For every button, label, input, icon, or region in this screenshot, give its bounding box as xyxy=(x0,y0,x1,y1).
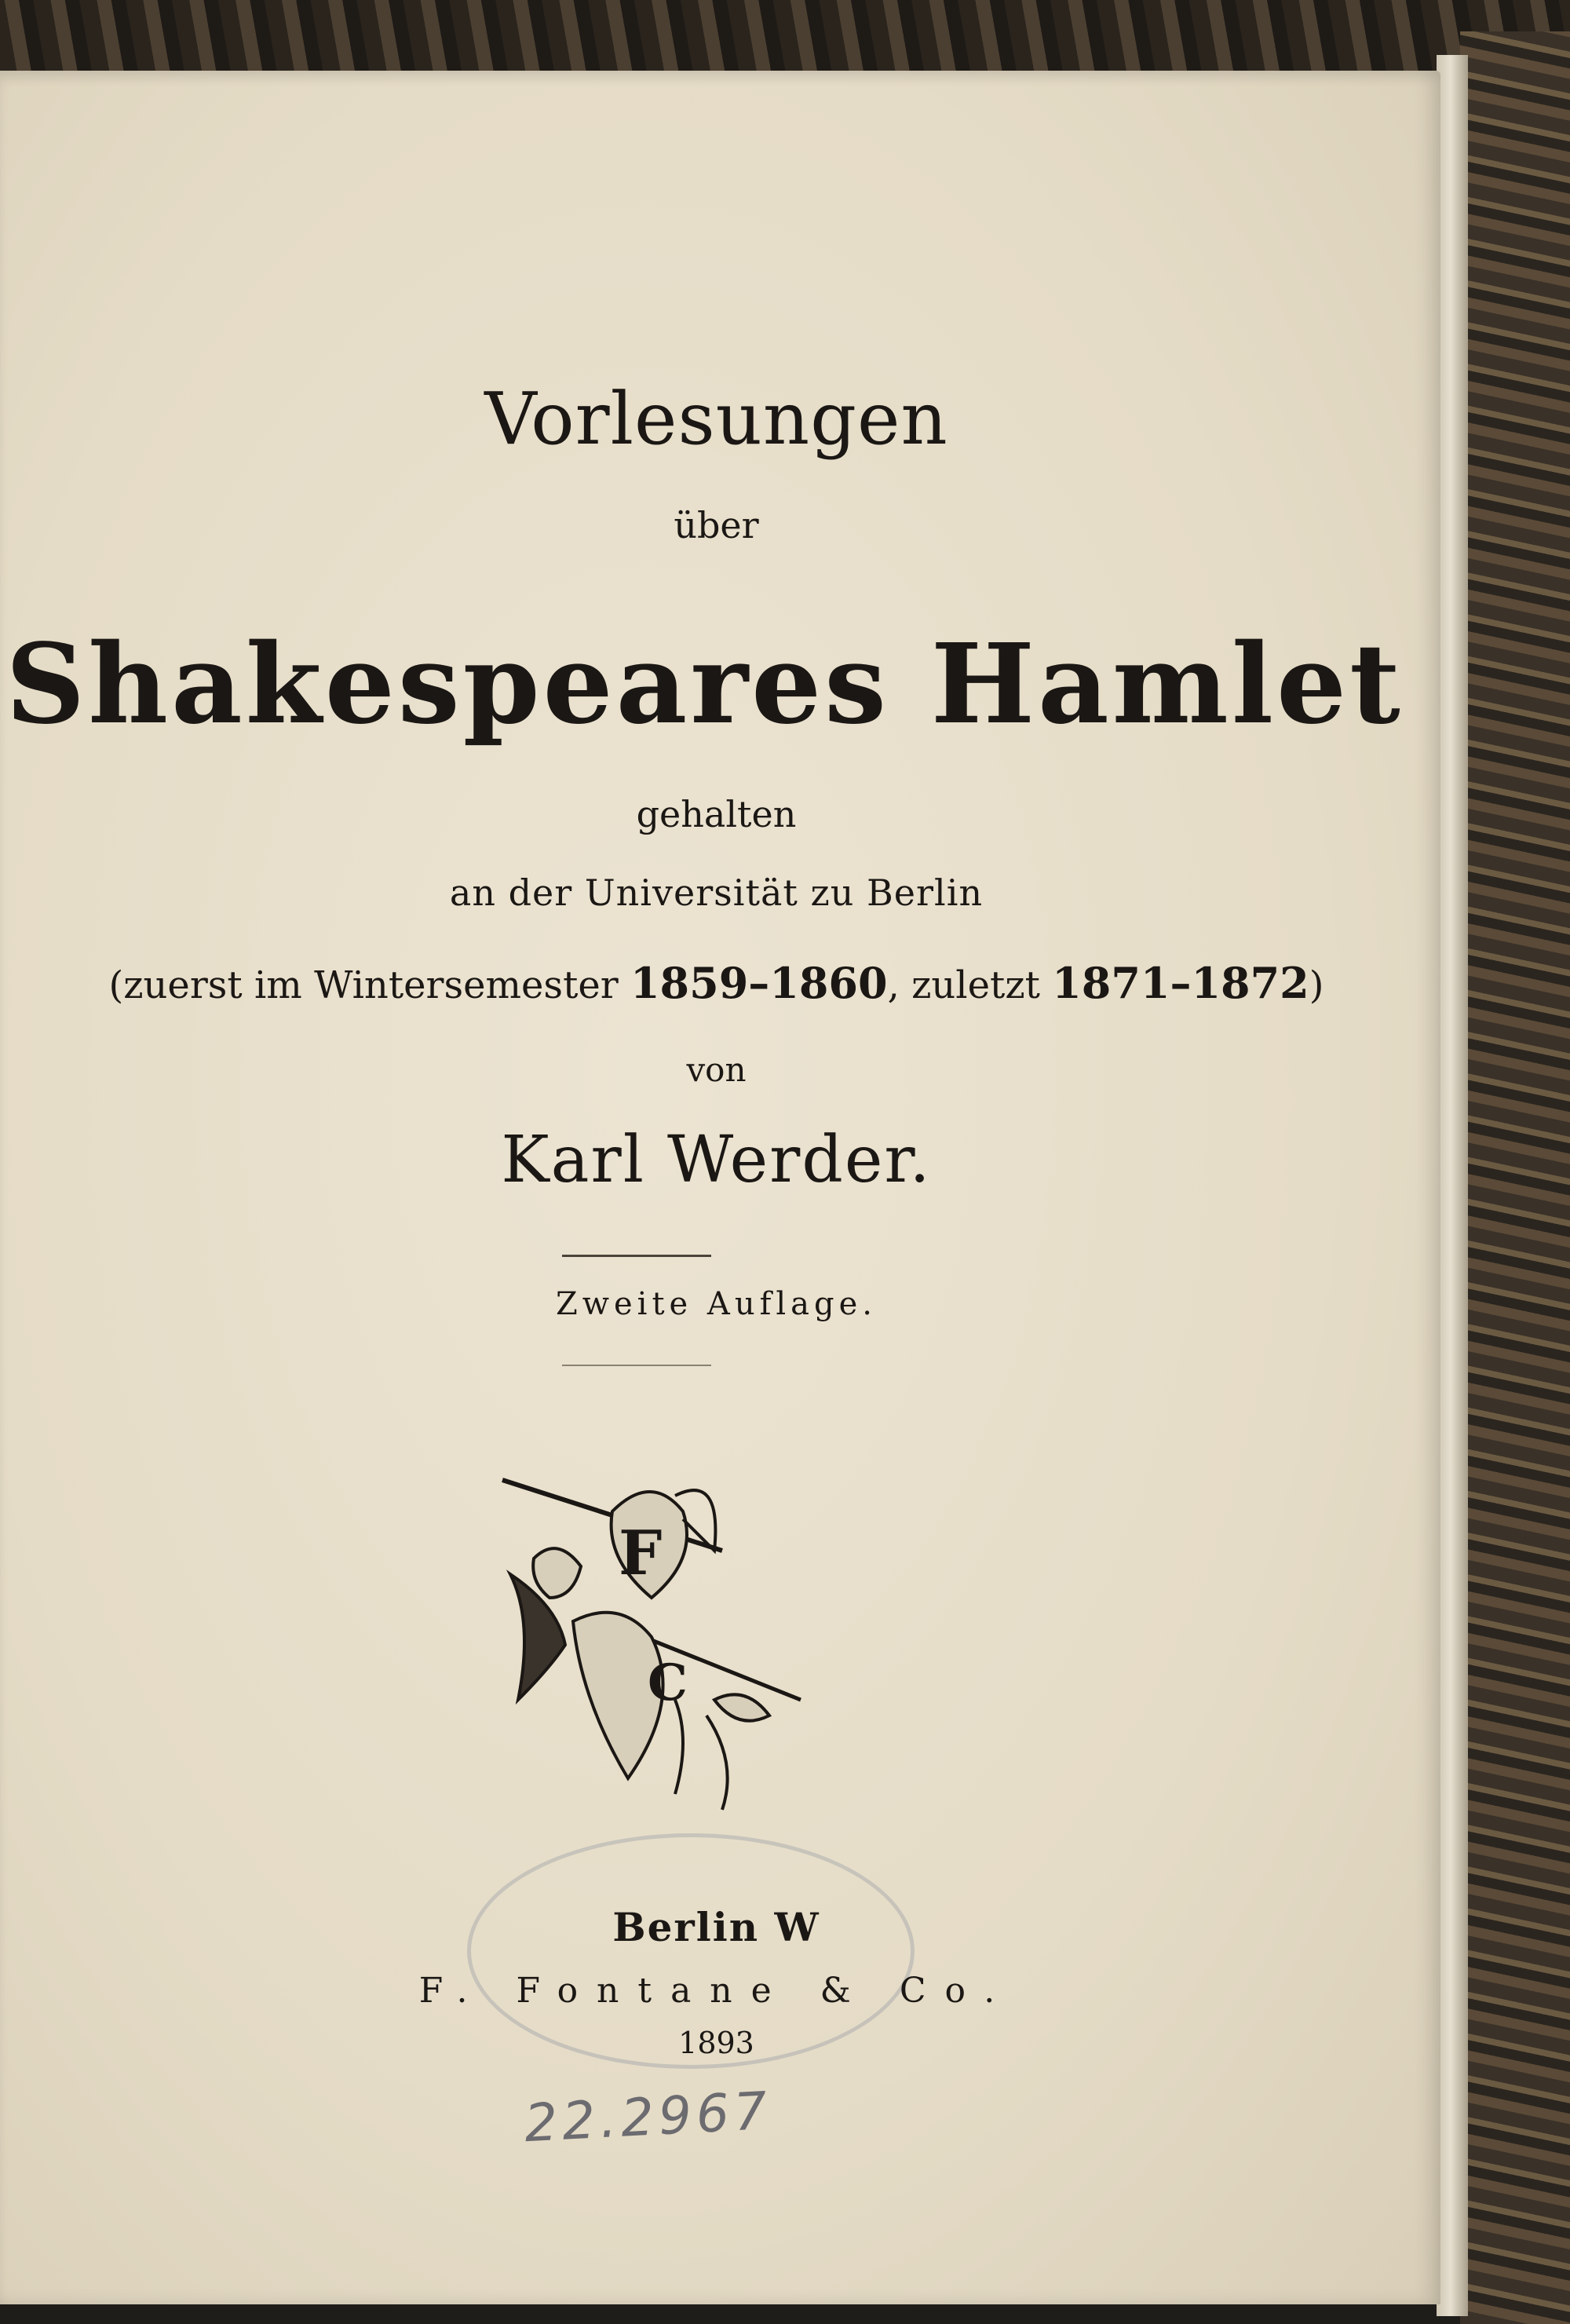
title-page xyxy=(0,71,1440,2304)
page-edges xyxy=(1437,55,1468,2316)
imprint-city: Berlin W xyxy=(612,1904,820,1950)
dates-close: ) xyxy=(1309,963,1324,1007)
gehalten-line: gehalten xyxy=(636,793,797,835)
handwritten-shelfmark: 22.2967 xyxy=(523,2080,773,2154)
von-line: von xyxy=(686,1051,747,1089)
ueber-line: über xyxy=(674,504,759,546)
divider-rule xyxy=(562,1255,711,1257)
book-binding xyxy=(1460,31,1570,2324)
edition-line: Zweite Auflage. xyxy=(555,1286,878,1322)
book-cover-top-edge xyxy=(0,0,1570,75)
dates-middle: , zuletzt xyxy=(887,963,1053,1007)
dates-open: (zuerst im Wintersemester xyxy=(108,963,630,1007)
main-title: Shakespeares Hamlet xyxy=(5,620,1404,749)
mark-letter-c: C xyxy=(648,1653,688,1712)
university-line: an der Universität zu Berlin xyxy=(449,872,984,914)
divider-rule-thin xyxy=(562,1365,711,1366)
title-line: Vorlesungen xyxy=(484,377,948,461)
dates-first: 1859–1860 xyxy=(630,958,888,1008)
semester-dates xyxy=(0,958,1437,1008)
mark-letter-f: F xyxy=(619,1518,663,1589)
imprint-publisher: F. Fontane & Co. xyxy=(418,1971,1014,2011)
author-name: Karl Werder. xyxy=(501,1123,932,1197)
printers-mark-icon xyxy=(487,1464,816,1818)
dates-last: 1871–1872 xyxy=(1052,958,1309,1008)
imprint-year: 1893 xyxy=(678,2026,754,2060)
